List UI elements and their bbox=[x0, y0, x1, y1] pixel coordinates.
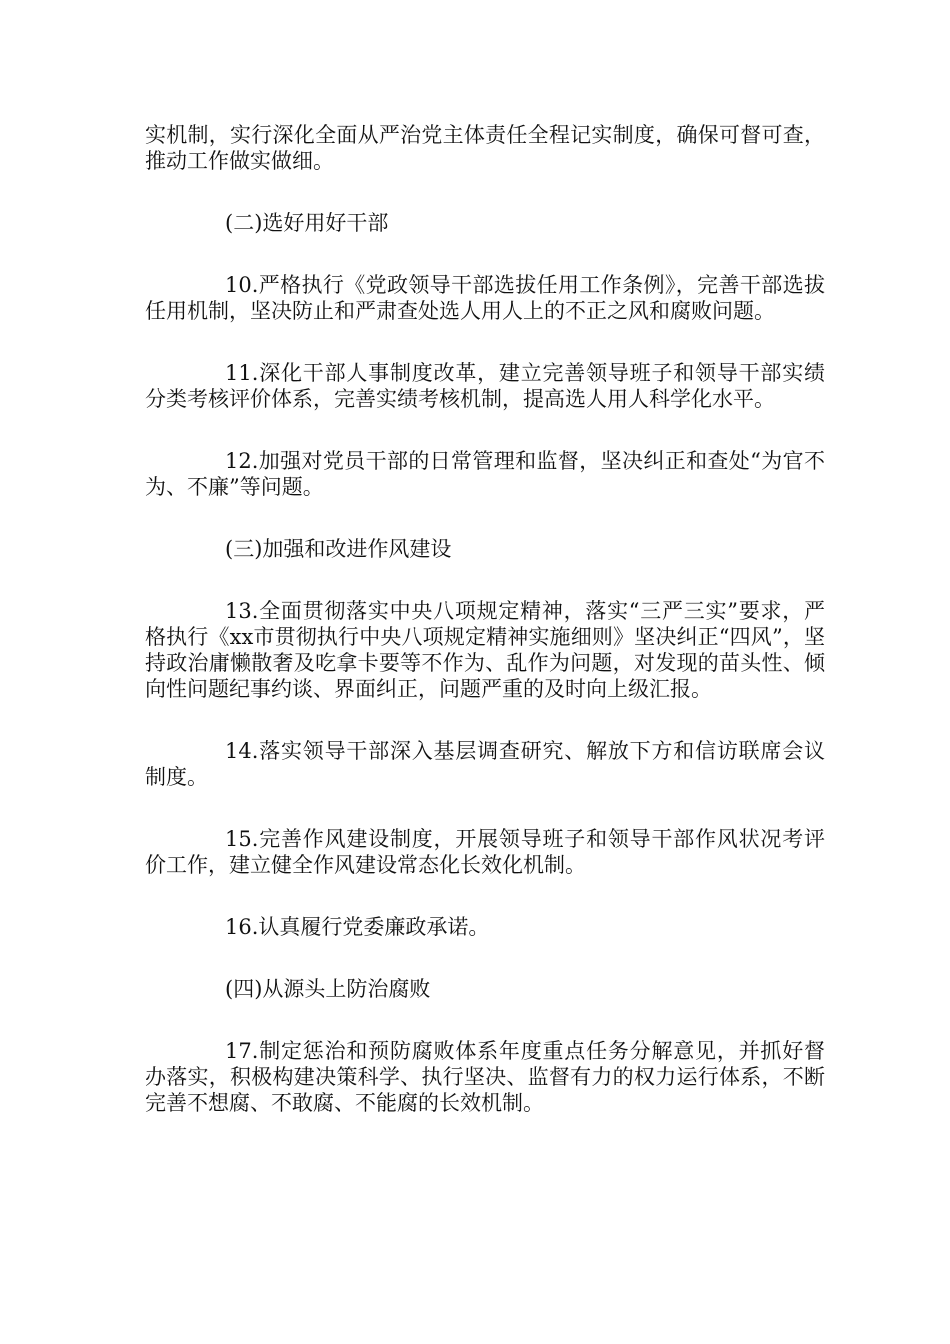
paragraph-item-17: 17.制定惩治和预防腐败体系年度重点任务分解意见，并抓好督办落实，积极构建决策科学、执行坚决、监督有力的权力运行体系，不断完善不想腐、不敢腐、不能腐的长效机制。 bbox=[145, 1039, 825, 1115]
paragraph-item-10: 10.严格执行《党政领导干部选拔任用工作条例》，完善干部选拔任用机制，坚决防止和严肃查处选人用人上的不正之风和腐败问题。 bbox=[145, 273, 825, 323]
section-heading-2: (二)选好用好干部 bbox=[225, 211, 389, 235]
paragraph-item-13: 13.全面贯彻落实中央八项规定精神，落实“三严三实”要求，严格执行《xx市贯彻执行中央八项规定精神实施细则》坚决纠正“四风”，坚持政治庸懒散奢及吃拿卡要等不作为、乱作为问题，对发现的苗头性、倾向性问题纪事约谈、界面纠正，问题严重的及时向上级汇报。 bbox=[145, 599, 825, 701]
paragraph-item-11: 11.深化干部人事制度改革，建立完善领导班子和领导干部实绩分类考核评价体系，完善实绩考核机制，提高选人用人科学化水平。 bbox=[145, 361, 825, 411]
section-heading-3: (三)加强和改进作风建设 bbox=[225, 537, 452, 561]
document-body bbox=[145, 122, 825, 1152]
paragraph-item-15: 15.完善作风建设制度，开展领导班子和领导干部作风状况考评价工作，建立健全作风建设常态化长效化机制。 bbox=[145, 827, 825, 877]
paragraph-item-16: 16.认真履行党委廉政承诺。 bbox=[225, 915, 490, 939]
paragraph-continuation: 实机制，实行深化全面从严治党主体责任全程记实制度，确保可督可查，推动工作做实做细。 bbox=[145, 123, 825, 173]
section-heading-4: (四)从源头上防治腐败 bbox=[225, 977, 431, 1001]
paragraph-item-14: 14.落实领导干部深入基层调查研究、解放下方和信访联席会议制度。 bbox=[145, 739, 825, 789]
paragraph-item-12: 12.加强对党员干部的日常管理和监督，坚决纠正和查处“为官不为、不廉”等问题。 bbox=[145, 449, 825, 499]
